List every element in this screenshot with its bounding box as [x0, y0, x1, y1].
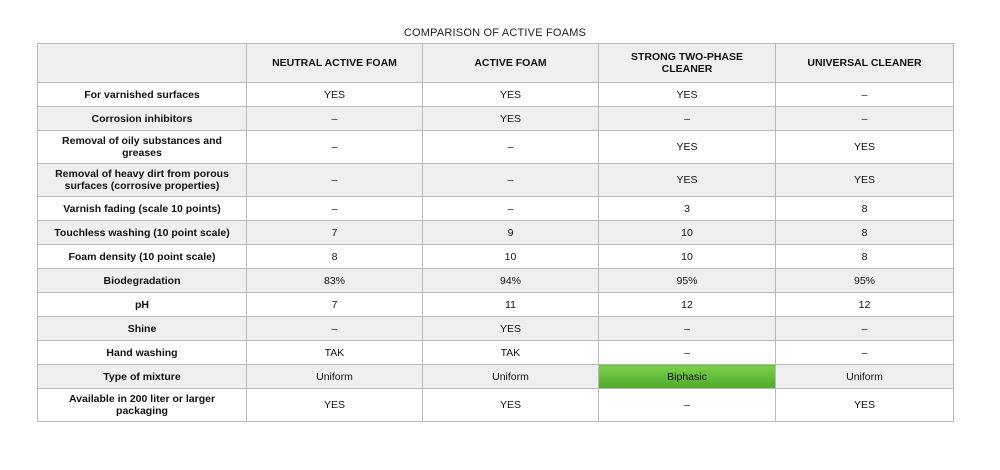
table-cell: – [776, 317, 954, 341]
highlighted-cell-biphasic: Biphasic [599, 365, 776, 389]
row-label: Corrosion inhibitors [38, 107, 247, 131]
header-strong-two-phase-cleaner: STRONG TWO-PHASE CLEANER [599, 44, 776, 83]
table-row [38, 131, 954, 164]
table-cell: 8 [776, 245, 954, 269]
table-cell: – [247, 197, 423, 221]
table-cell: 94% [423, 269, 599, 293]
table-cell: YES [776, 164, 954, 197]
table-cell: 8 [776, 197, 954, 221]
table-row [38, 107, 954, 131]
header-neutral-active-foam: NEUTRAL ACTIVE FOAM [247, 44, 423, 83]
table-cell: YES [423, 107, 599, 131]
table-cell: TAK [247, 341, 423, 365]
table-cell: – [599, 317, 776, 341]
table-cell: YES [423, 317, 599, 341]
table-row [38, 365, 954, 389]
table-cell: Uniform [247, 365, 423, 389]
row-label: Removal of heavy dirt from porous surfaces (corrosive properties) [38, 164, 247, 197]
table-cell: YES [776, 389, 954, 422]
table-cell: – [423, 197, 599, 221]
comparison-table [37, 43, 954, 422]
table-cell: YES [423, 83, 599, 107]
table-row [38, 221, 954, 245]
header-universal-cleaner: UNIVERSAL CLEANER [776, 44, 954, 83]
table-cell: 3 [599, 197, 776, 221]
table-cell: – [776, 341, 954, 365]
row-label: Shine [38, 317, 247, 341]
table-cell: – [423, 164, 599, 197]
row-label: Touchless washing (10 point scale) [38, 221, 247, 245]
table-title: COMPARISON OF ACTIVE FOAMS [403, 27, 587, 39]
table-row [38, 317, 954, 341]
table-cell: – [599, 341, 776, 365]
table-cell: Uniform [423, 365, 599, 389]
table-cell: YES [599, 164, 776, 197]
table-cell: TAK [423, 341, 599, 365]
table-cell: 9 [423, 221, 599, 245]
table-row [38, 269, 954, 293]
table-cell: 95% [599, 269, 776, 293]
table-cell: – [247, 317, 423, 341]
table-row [38, 164, 954, 197]
table-cell: YES [247, 83, 423, 107]
table-cell: 83% [247, 269, 423, 293]
table-cell: – [247, 164, 423, 197]
header-cell-empty [38, 44, 247, 83]
comparison-table-container [37, 23, 953, 422]
table-cell: – [423, 131, 599, 164]
row-label: Foam density (10 point scale) [38, 245, 247, 269]
table-cell: 10 [423, 245, 599, 269]
row-label: Biodegradation [38, 269, 247, 293]
table-cell: 12 [599, 293, 776, 317]
table-row [38, 293, 954, 317]
row-label: Type of mixture [38, 365, 247, 389]
table-cell: – [776, 83, 954, 107]
table-cell: 12 [776, 293, 954, 317]
row-label: Removal of oily substances and greases [38, 131, 247, 164]
table-cell: 8 [776, 221, 954, 245]
table-cell: 8 [247, 245, 423, 269]
header-active-foam: ACTIVE FOAM [423, 44, 599, 83]
table-cell: – [599, 389, 776, 422]
table-cell: – [776, 107, 954, 131]
row-label: Hand washing [38, 341, 247, 365]
table-cell: 7 [247, 221, 423, 245]
row-label: pH [38, 293, 247, 317]
table-cell: – [247, 107, 423, 131]
table-cell: Uniform [776, 365, 954, 389]
table-cell: – [247, 131, 423, 164]
row-label: Available in 200 liter or larger packaging [38, 389, 247, 422]
table-cell: YES [247, 389, 423, 422]
table-cell: – [599, 107, 776, 131]
table-cell: YES [599, 131, 776, 164]
row-label: For varnished surfaces [38, 83, 247, 107]
table-row [38, 197, 954, 221]
table-row [38, 341, 954, 365]
table-cell: 7 [247, 293, 423, 317]
table-cell: 10 [599, 245, 776, 269]
row-label: Varnish fading (scale 10 points) [38, 197, 247, 221]
table-row [38, 83, 954, 107]
table-cell: YES [599, 83, 776, 107]
table-row [38, 245, 954, 269]
table-row [38, 389, 954, 422]
table-cell: YES [776, 131, 954, 164]
header-row [38, 44, 954, 83]
table-cell: 95% [776, 269, 954, 293]
table-cell: 10 [599, 221, 776, 245]
table-cell: YES [423, 389, 599, 422]
table-cell: 11 [423, 293, 599, 317]
